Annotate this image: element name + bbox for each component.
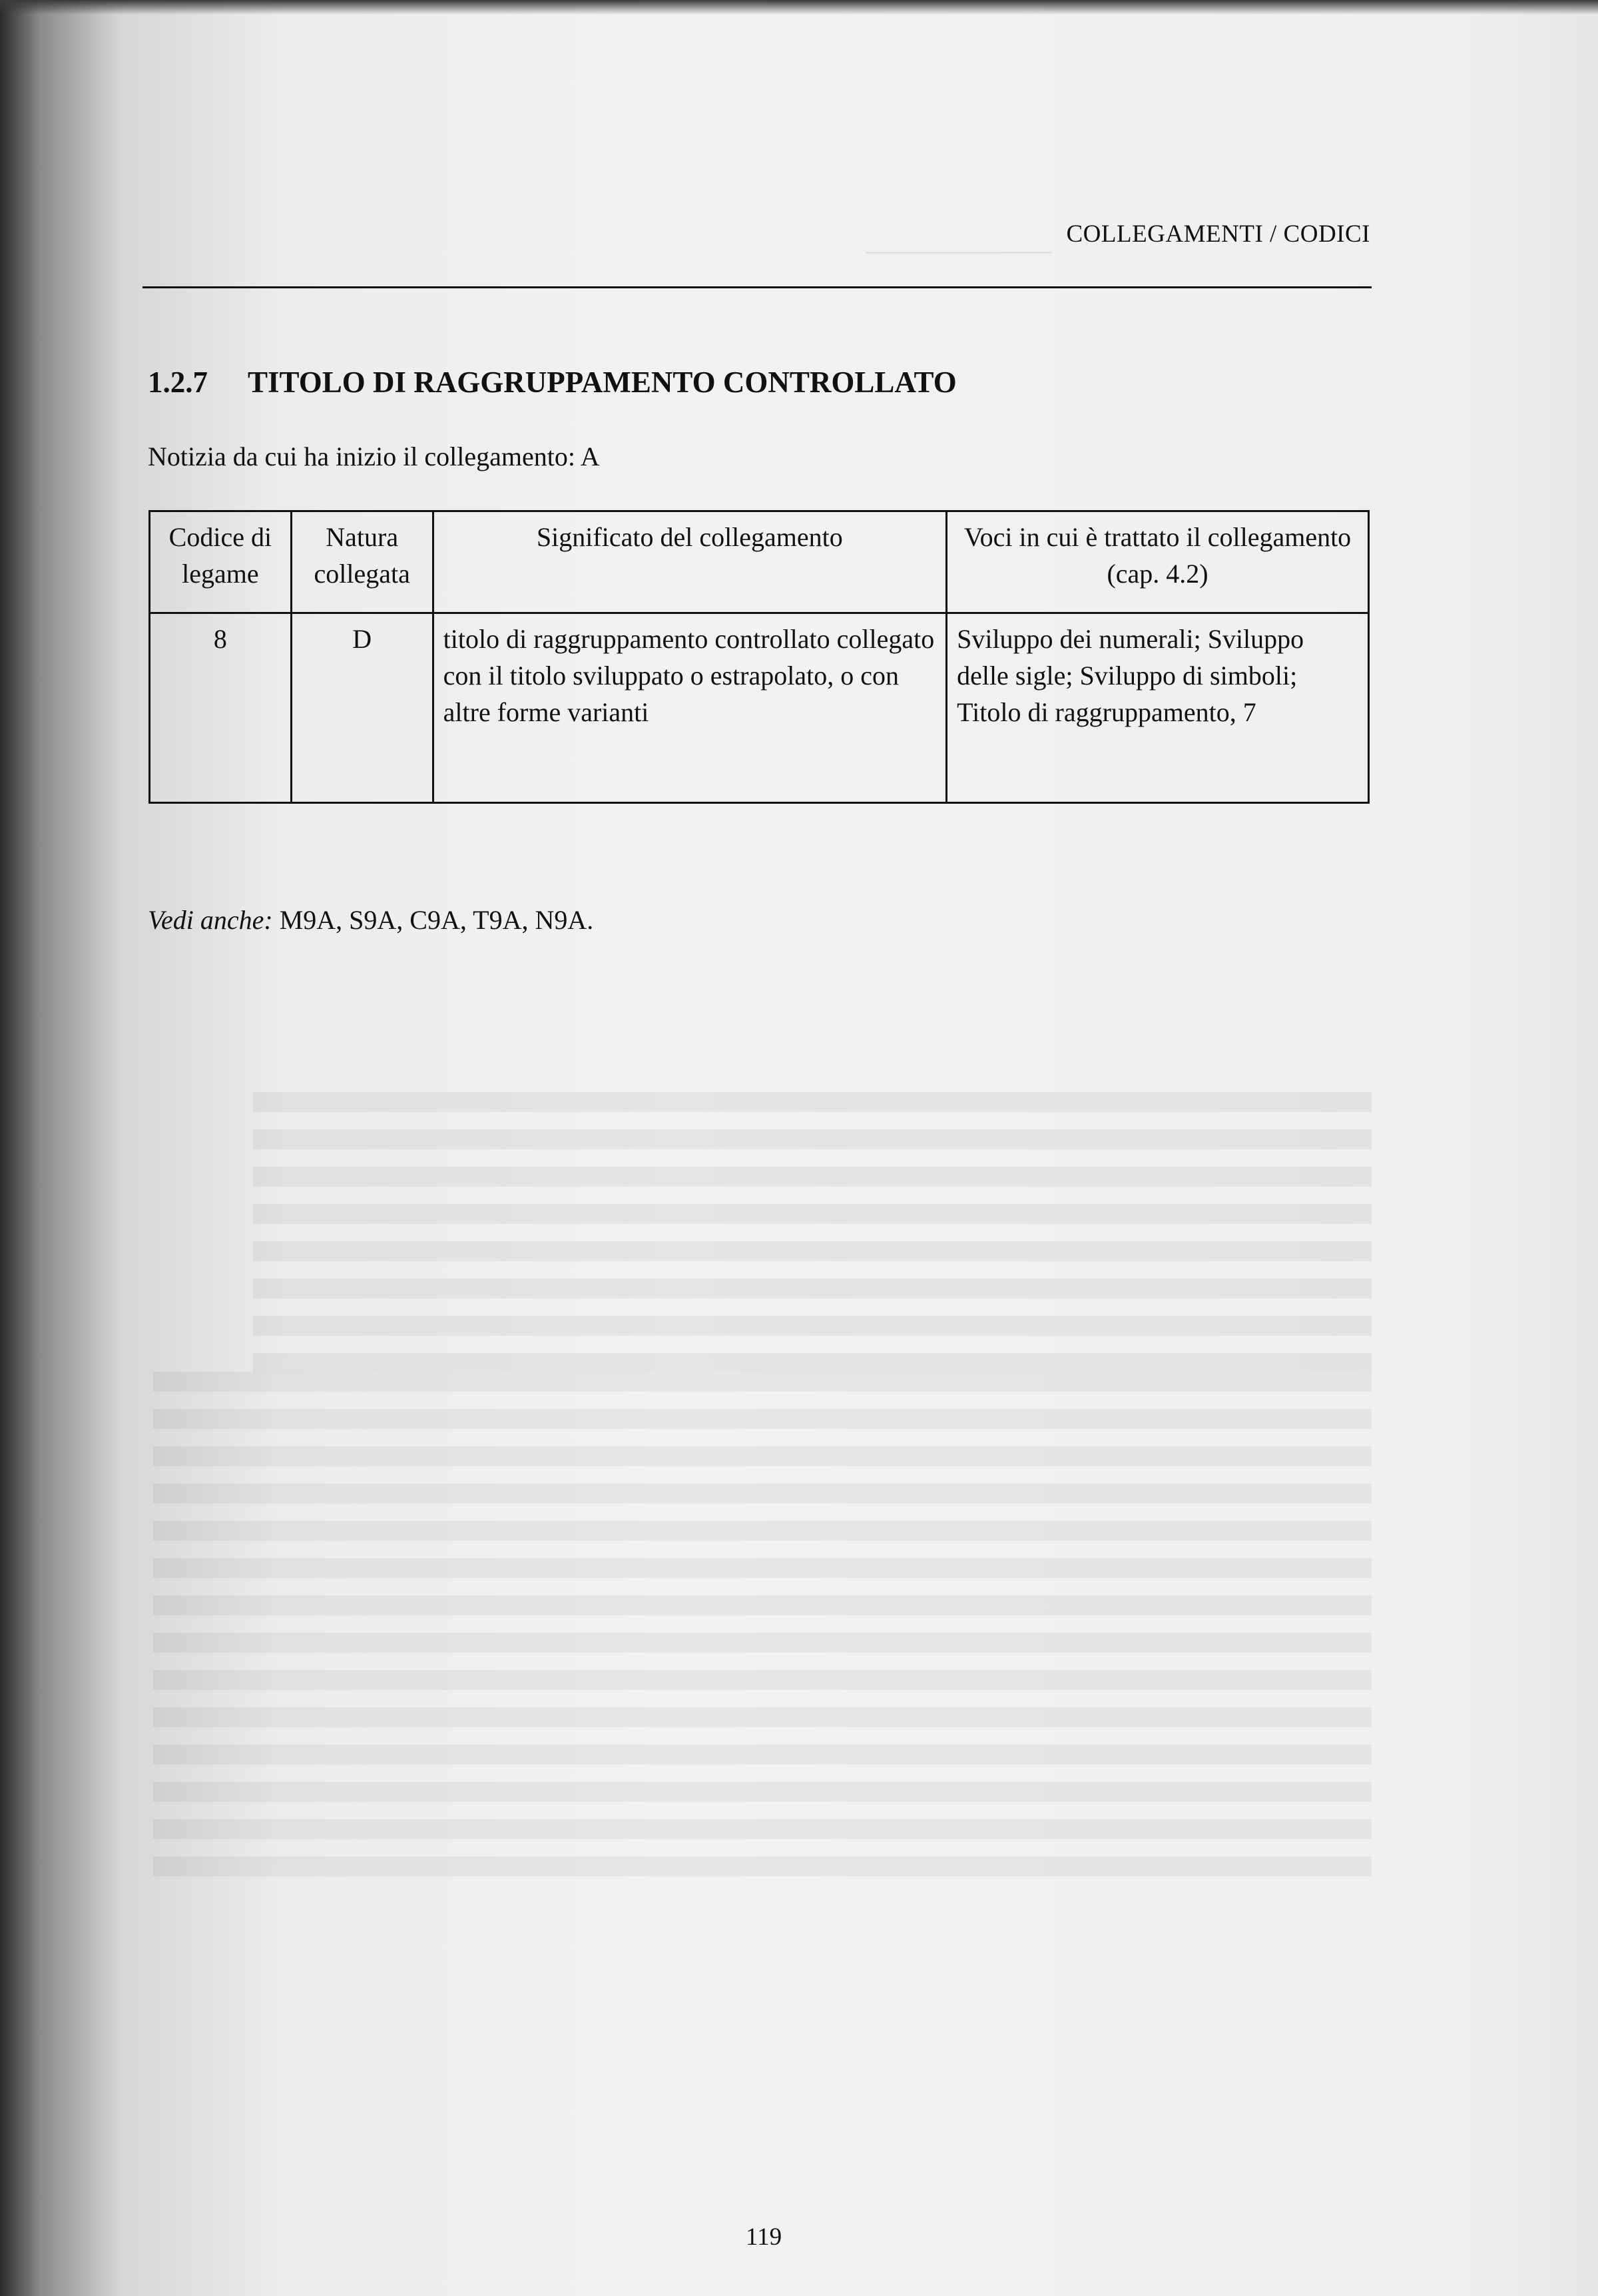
bleed-through xyxy=(153,1372,1372,1878)
column-header-significato: Significato del collegamento xyxy=(433,511,946,613)
cell-significato: titolo di raggruppamento controllato collegato con il titolo sviluppato o estrapolato, o con altre forme varianti xyxy=(433,613,946,803)
table-row xyxy=(150,613,1369,803)
cell-natura: D xyxy=(291,613,433,803)
bleed-through: ――――――― xyxy=(866,235,1052,265)
running-head: COLLEGAMENTI / CODICI xyxy=(1066,220,1370,248)
column-header-codice: Codice di legame xyxy=(150,511,292,613)
intro-line: Notizia da cui ha inizio il collegamento: A xyxy=(148,441,600,471)
section-number: 1.2.7 xyxy=(148,366,208,399)
see-also-items: M9A, S9A, C9A, T9A, N9A. xyxy=(279,905,594,935)
cell-codice: 8 xyxy=(150,613,292,803)
header-rule xyxy=(142,286,1372,288)
see-also xyxy=(148,904,593,936)
section-heading: TITOLO DI RAGGRUPPAMENTO CONTROLLATO xyxy=(248,366,957,399)
table-header-row xyxy=(150,511,1369,613)
column-header-natura: Natura collegata xyxy=(291,511,433,613)
page-number: 119 xyxy=(746,2223,782,2251)
column-header-voci: Voci in cui è trattato il collegamento (cap. 4.2) xyxy=(947,511,1369,613)
section-title xyxy=(148,365,957,400)
see-also-label: Vedi anche: xyxy=(148,905,273,935)
cell-voci: Sviluppo dei numerali; Sviluppo delle sigle; Sviluppo di simboli; Titolo di raggruppamento, 7 xyxy=(947,613,1369,803)
bleed-through xyxy=(253,1092,1372,1372)
page-edge-shadow xyxy=(0,0,1598,15)
link-code-table xyxy=(148,510,1370,804)
